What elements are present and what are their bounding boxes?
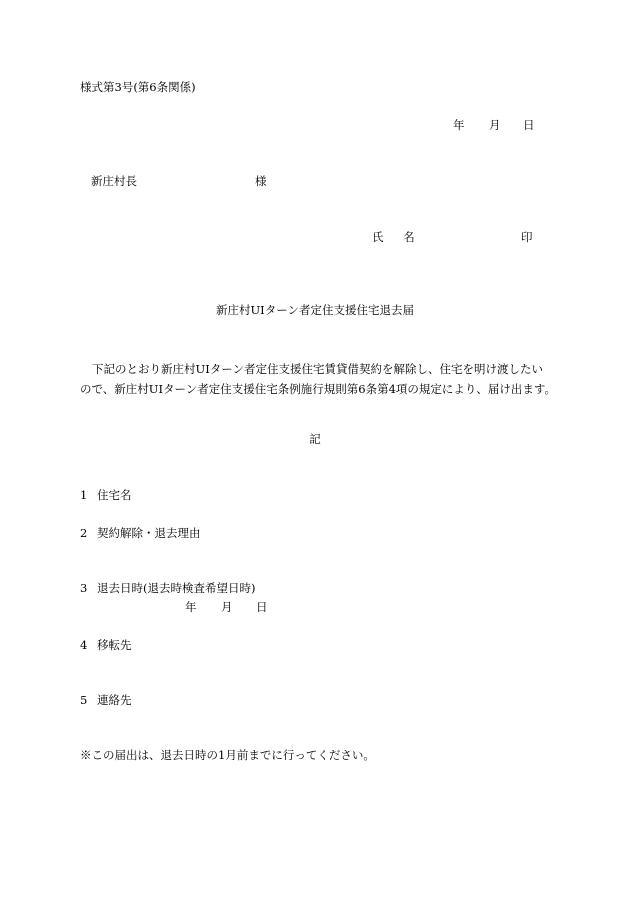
footnote: ※この届出は、退去日時の1月前までに行ってください。 bbox=[80, 748, 375, 762]
item3-day-label: 日 bbox=[256, 600, 268, 614]
item-number-3: 3 bbox=[80, 581, 88, 595]
body-paragraph bbox=[80, 359, 556, 399]
seal-mark: 印 bbox=[521, 230, 533, 244]
body-line-1: 下記のとおり新庄村UIターン者定住支援住宅賃貸借契約を解除し、住宅を明け渡したい bbox=[92, 362, 543, 376]
ki-heading: 記 bbox=[309, 432, 321, 446]
item-label-residence-name: 住宅名 bbox=[97, 488, 132, 502]
item-number-4: 4 bbox=[80, 638, 88, 652]
date-day-label: 日 bbox=[523, 118, 535, 132]
item3-year-label: 年 bbox=[185, 600, 197, 614]
addressee-honorific: 様 bbox=[255, 174, 267, 188]
body-line-2: ので、新庄村UIターン者定住支援住宅条例施行規則第6条第4項の規定により、届け出ます。 bbox=[80, 382, 556, 396]
addressee-name: 新庄村長 bbox=[91, 174, 137, 188]
item3-month-label: 月 bbox=[221, 600, 233, 614]
item-label-contact: 連絡先 bbox=[97, 693, 132, 707]
form-number: 様式第3号(第6条関係) bbox=[80, 80, 196, 94]
item-number-5: 5 bbox=[80, 693, 88, 707]
date-year-label: 年 bbox=[453, 118, 465, 132]
item-number-2: 2 bbox=[80, 526, 88, 540]
item-label-new-address: 移転先 bbox=[97, 638, 132, 652]
date-month-label: 月 bbox=[489, 118, 501, 132]
item-number-1: 1 bbox=[80, 488, 88, 502]
item-label-vacate-date: 退去日時(退去時検査希望日時) bbox=[97, 581, 256, 595]
applicant-name-label: 氏 名 bbox=[372, 230, 423, 244]
item-label-cancellation-reason: 契約解除・退去理由 bbox=[97, 526, 201, 540]
document-title: 新庄村UIターン者定住支援住宅退去届 bbox=[215, 303, 414, 317]
